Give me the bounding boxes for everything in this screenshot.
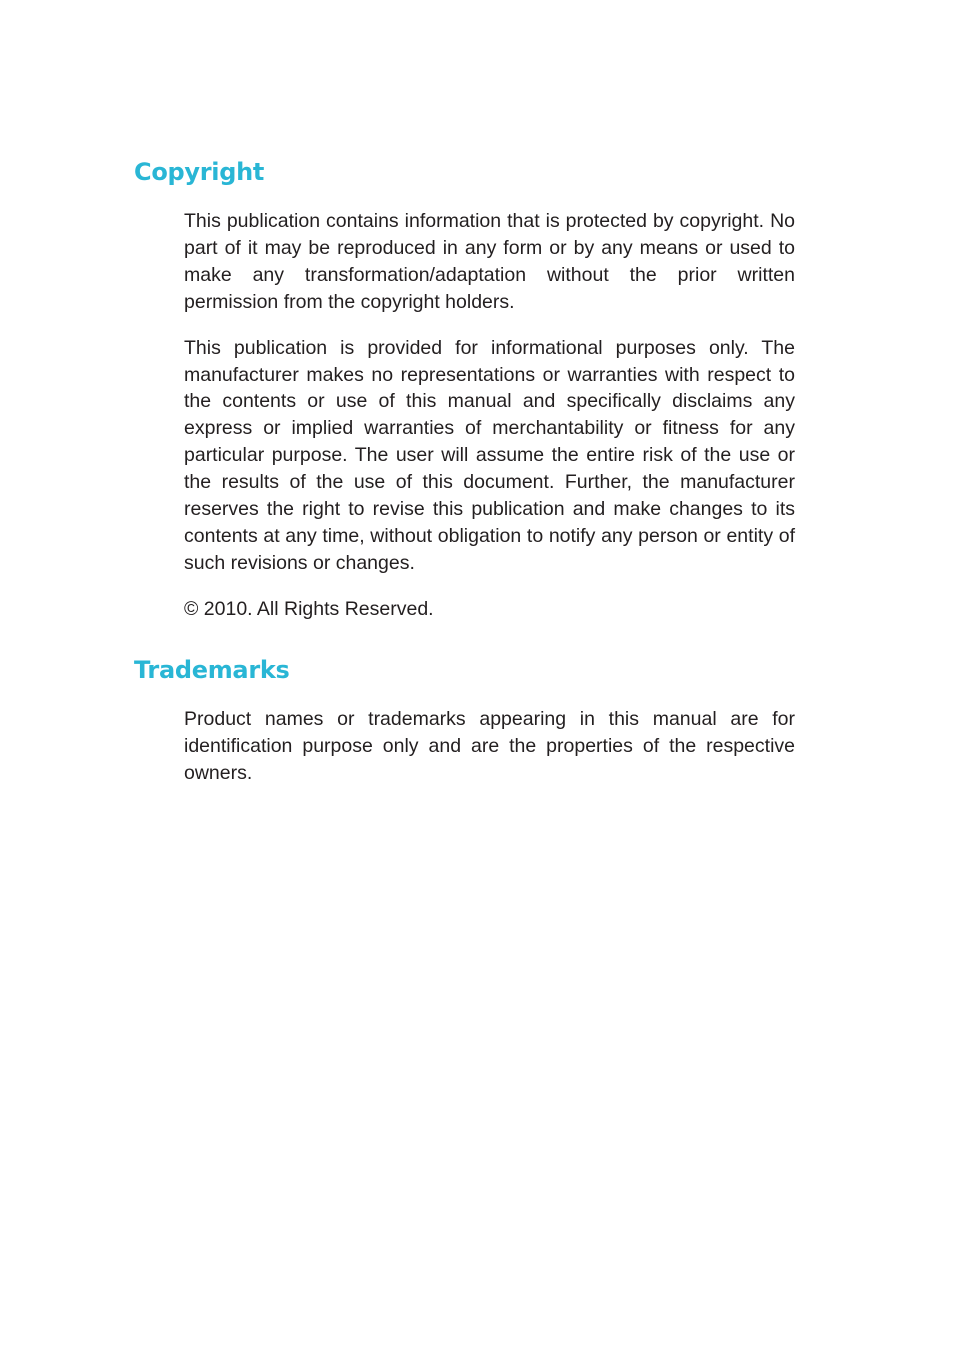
trademarks-section: [184, 706, 795, 806]
copyright-heading: Copyright: [134, 158, 265, 186]
copyright-notice: © 2010. All Rights Reserved.: [184, 597, 434, 620]
copyright-paragraph-2: This publication is provided for informational purposes only. The manufacturer makes no representations or warranties with respect to the contents or use of this manual and specifically disclaims any express or implied warranties of merchantability or fitness for any particular purpose. The user will assume the entire risk of the use or the results of the use of this document. Further, the manufacturer reserves the right to revise this publication and make changes to its contents at any time, without obligation to notify any person or entity of such revisions or changes.: [184, 336, 795, 574]
copyright-paragraph-1: This publication contains information that is protected by copyright. No part of it may be reproduced in any form or by any means or used to make any transformation/adaptation without the prior written permission from the copyright holders.: [184, 210, 795, 313]
trademarks-heading: Trademarks: [134, 656, 290, 684]
copyright-section: [184, 208, 795, 642]
trademarks-paragraph-1: Product names or trademarks appearing in this manual are for identification purpose only and are the properties of the respective owners.: [184, 708, 795, 784]
